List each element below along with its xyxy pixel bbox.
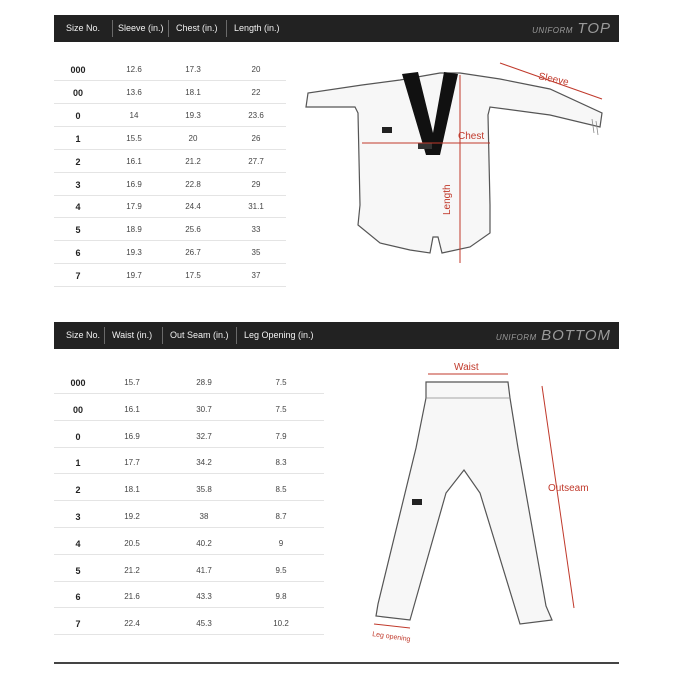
jacket-outline	[306, 73, 602, 253]
size-cell: 0	[75, 110, 81, 121]
size-cell: 2	[75, 485, 81, 496]
size-cell: 000	[70, 65, 86, 75]
size-cell: 4	[75, 202, 81, 213]
measurement-cell: 15.5	[126, 133, 142, 143]
measurement-cell: 16.1	[126, 156, 142, 166]
brand-uniform-bottom	[496, 322, 611, 349]
size-cell: 000	[70, 378, 86, 388]
size-cell: 6	[75, 592, 81, 603]
table-row	[54, 129, 286, 150]
measurement-cell: 22	[251, 87, 261, 97]
measurement-cell: 8.5	[275, 485, 287, 495]
col-header-size: Size No.	[66, 23, 101, 33]
table-row	[54, 197, 286, 218]
col-header-waist: Waist (in.)	[112, 330, 153, 340]
measurement-cell: 20.5	[124, 538, 140, 548]
bottom-table-header	[54, 322, 619, 349]
table-row	[54, 243, 286, 264]
uniform-bottom-diagram	[360, 358, 600, 648]
measurement-cell: 12.6	[126, 65, 142, 74]
leg-opening-label: Leg opening	[371, 631, 411, 644]
size-cell: 2	[75, 156, 81, 167]
measurement-cell: 19.2	[124, 512, 140, 521]
measurement-cell: 17.5	[185, 271, 201, 281]
measurement-cell: 17.9	[126, 202, 142, 212]
size-cell: 4	[75, 538, 81, 549]
measurement-cell: 17.3	[185, 65, 201, 74]
measurement-cell: 7.9	[275, 431, 287, 441]
divider	[168, 20, 169, 37]
measurement-cell: 16.1	[124, 404, 140, 414]
sleeve-label: Sleeve	[537, 71, 570, 89]
divider	[226, 20, 227, 37]
pants-outline	[376, 382, 552, 624]
measurement-cell: 19.3	[126, 248, 142, 258]
col-header-outseam: Out Seam (in.)	[170, 330, 229, 340]
measurement-cell: 25.6	[185, 225, 201, 235]
table-row	[54, 453, 324, 474]
table-row	[54, 587, 324, 608]
size-cell: 00	[72, 404, 83, 415]
measurement-cell: 8.3	[275, 458, 287, 468]
size-cell: 5	[75, 565, 81, 576]
table-row	[54, 266, 286, 287]
table-row	[54, 373, 324, 394]
measurement-cell: 19.3	[185, 110, 201, 120]
size-cell: 6	[75, 248, 81, 259]
measurement-cell: 45.3	[196, 619, 212, 629]
measurement-cell: 15.7	[124, 378, 140, 387]
measurement-cell: 7.5	[275, 404, 287, 414]
measurement-cell: 20	[188, 133, 198, 143]
table-row	[54, 507, 324, 528]
measurement-cell: 8.7	[275, 512, 287, 521]
brand-big: TOP	[577, 20, 611, 37]
divider	[112, 20, 113, 37]
measurement-cell: 41.7	[196, 565, 212, 575]
table-row	[54, 152, 286, 173]
measurement-cell: 38	[199, 512, 209, 521]
size-cell: 1	[75, 133, 81, 144]
table-row	[54, 220, 286, 241]
measurement-cell: 9.5	[275, 565, 287, 575]
badge-icon	[418, 143, 432, 149]
measurement-cell: 16.9	[124, 431, 140, 441]
outseam-measure-line	[542, 386, 574, 608]
table-row	[54, 83, 286, 104]
measurement-cell: 9	[278, 538, 284, 548]
table-row	[54, 534, 324, 555]
table-row	[54, 400, 324, 421]
waist-label: Waist	[454, 362, 479, 373]
measurement-cell: 37	[251, 271, 261, 281]
measurement-cell: 7.5	[275, 378, 287, 387]
measurement-cell: 21.6	[124, 592, 140, 602]
chest-label: Chest	[458, 131, 485, 142]
size-cell: 7	[75, 619, 81, 630]
measurement-cell: 28.9	[196, 378, 212, 387]
table-row	[54, 427, 324, 448]
measurement-cell: 18.9	[126, 225, 142, 235]
measurement-cell: 9.8	[275, 592, 287, 602]
measurement-cell: 21.2	[185, 156, 201, 166]
measurement-cell: 17.7	[124, 458, 140, 468]
size-cell: 00	[72, 87, 83, 98]
brand-big: BOTTOM	[541, 327, 611, 344]
measurement-cell: 21.2	[124, 565, 140, 575]
divider	[104, 327, 105, 344]
measurement-cell: 30.7	[196, 404, 212, 414]
logo-icon	[382, 127, 392, 133]
measurement-cell: 18.1	[185, 87, 201, 97]
measurement-cell: 29	[251, 179, 261, 189]
measurement-cell: 22.8	[185, 179, 201, 189]
divider	[236, 327, 237, 344]
size-cell: 3	[75, 512, 81, 522]
measurement-cell: 23.6	[248, 110, 264, 120]
measurement-cell: 31.1	[248, 202, 264, 212]
measurement-cell: 26.7	[185, 248, 201, 258]
top-table-header	[54, 15, 619, 42]
measurement-cell: 20	[251, 65, 261, 74]
footer-divider	[54, 662, 619, 664]
col-header-chest: Chest (in.)	[176, 23, 218, 33]
measurement-cell: 13.6	[126, 87, 142, 97]
measurement-cell: 40.2	[196, 538, 212, 548]
measurement-cell: 18.1	[124, 485, 140, 495]
table-row	[54, 175, 286, 196]
uniform-top-diagram	[300, 55, 620, 270]
measurement-cell: 14	[129, 110, 139, 120]
table-row	[54, 480, 324, 501]
measurement-cell: 24.4	[185, 202, 201, 212]
logo-icon	[412, 499, 422, 505]
size-cell: 1	[75, 458, 81, 469]
col-header-sleeve: Sleeve (in.)	[118, 23, 164, 33]
brand-small: UNIFORM	[495, 333, 537, 342]
col-header-leg-opening: Leg Opening (in.)	[244, 330, 314, 340]
measurement-cell: 35.8	[196, 485, 212, 495]
brand-uniform-top	[532, 15, 611, 42]
table-row	[54, 60, 286, 81]
size-cell: 0	[75, 431, 81, 442]
measurement-cell: 35	[251, 248, 261, 258]
table-row	[54, 561, 324, 582]
table-row	[54, 614, 324, 635]
size-cell: 7	[75, 271, 81, 282]
size-cell: 5	[75, 225, 81, 236]
measurement-cell: 43.3	[196, 592, 212, 602]
measurement-cell: 32.7	[196, 431, 212, 441]
measurement-cell: 27.7	[248, 156, 264, 166]
col-header-size: Size No.	[66, 330, 101, 340]
measurement-cell: 10.2	[273, 619, 289, 629]
measurement-cell: 26	[251, 133, 261, 143]
measurement-cell: 34.2	[196, 458, 212, 468]
outseam-label: Outseam	[548, 483, 589, 494]
measurement-cell: 22.4	[124, 619, 140, 629]
col-header-length: Length (in.)	[234, 23, 280, 33]
table-row	[54, 106, 286, 127]
size-cell: 3	[75, 179, 81, 190]
leg-opening-measure-line	[374, 624, 410, 628]
length-label: Length	[442, 184, 453, 215]
divider	[162, 327, 163, 344]
measurement-cell: 16.9	[126, 179, 142, 189]
measurement-cell: 33	[251, 225, 261, 235]
measurement-cell: 19.7	[126, 271, 142, 281]
brand-small: UNIFORM	[532, 26, 573, 35]
